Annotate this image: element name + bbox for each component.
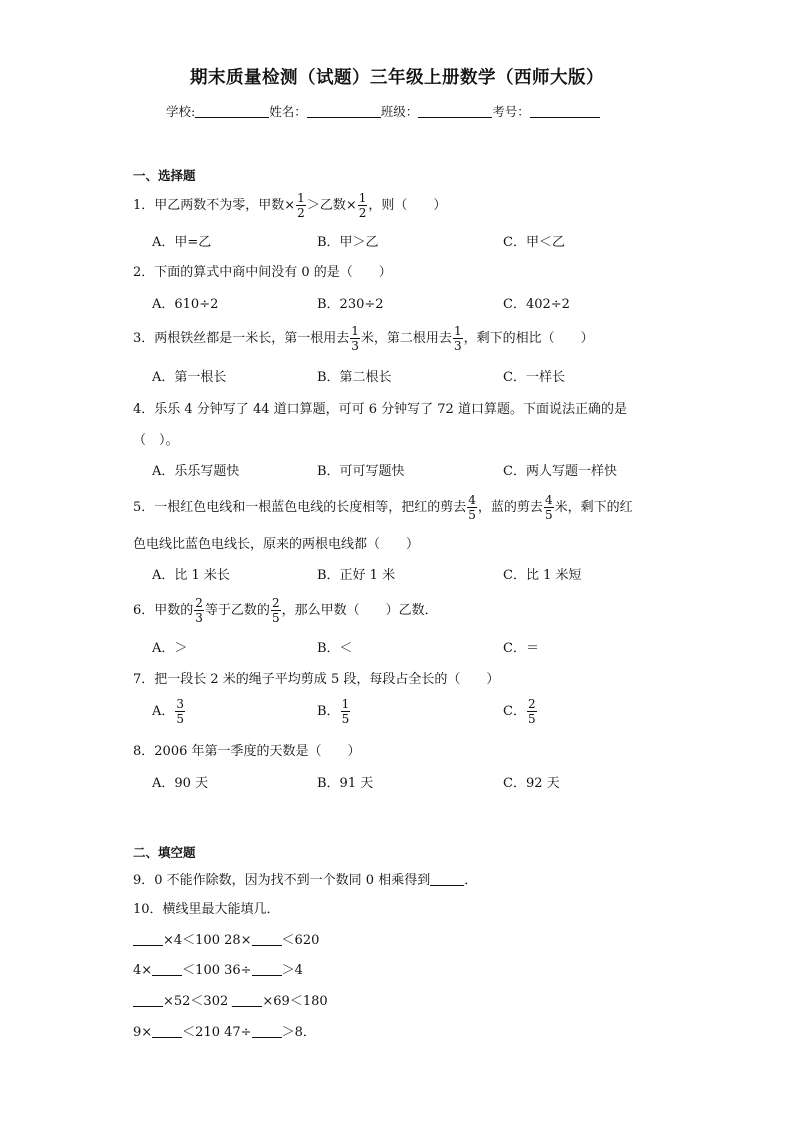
question-4-stem-line1: 4．乐乐 4 分钟写了 44 道口算题，可可 6 分钟写了 72 道口算题。下面说法正确的是 <box>133 402 627 417</box>
number-label: 考号： <box>492 104 530 119</box>
q10-row-1: ×4＜100 28× ＜620 <box>133 932 319 949</box>
q5-option-c[interactable]: C．比 1 米短 <box>503 568 582 583</box>
page-title: 期末质量检测（试题）三年级上册数学（西师大版） <box>190 68 604 88</box>
q6-text-a: 6．甲数的 <box>133 603 194 618</box>
q3-fraction-a: $\frac{1}{3}$ <box>351 324 359 353</box>
question-7-stem: 7．把一段长 2 米的绳子平均剪成 5 段，每段占全长的（ ） <box>133 672 500 687</box>
q6-option-a[interactable]: A．＞ <box>152 641 188 656</box>
q1-text-a: 1．甲乙两数不为零，甲数× <box>133 198 296 213</box>
name-blank[interactable] <box>307 104 381 118</box>
q1-fraction-b: $\frac{1}{2}$ <box>358 191 367 220</box>
q3-text-a: 3．两根铁丝都是一米长，第一根用去 <box>133 331 350 346</box>
q5-fraction-b: $\frac{4}{5}$ <box>544 493 553 522</box>
q3-option-c[interactable]: C．一样长 <box>503 370 565 385</box>
section-heading-fill: 二、填空题 <box>133 845 196 860</box>
q2-option-a[interactable]: A．610÷2 <box>152 297 219 312</box>
q6-text-b: 等于乙数的 <box>204 603 270 618</box>
q10-row-4: 9× ＜210 47÷ ＞8． <box>133 1025 316 1040</box>
q7-option-b-fraction: $\frac{1}{5}$ <box>341 697 350 726</box>
q1-option-c[interactable]: C．甲＜乙 <box>503 235 565 250</box>
q6-fraction-a: $\frac{2}{3}$ <box>195 596 203 625</box>
q3-option-b[interactable]: B．第二根长 <box>317 370 392 385</box>
student-info-line <box>166 104 600 119</box>
class-label: 班级： <box>380 104 419 119</box>
q10-row3-blank-1[interactable] <box>133 993 163 1007</box>
q3-option-a[interactable]: A．第一根长 <box>152 370 227 385</box>
q4-option-b[interactable]: B．可可写题快 <box>317 464 405 479</box>
q10-row1-blank-2[interactable] <box>252 932 282 946</box>
q7-option-c-fraction: $\frac{2}{5}$ <box>527 697 536 726</box>
q8-option-c[interactable]: C．92 天 <box>503 776 560 791</box>
q7-option-b[interactable]: B． $\frac{1}{5}$ <box>317 697 350 726</box>
q6-fraction-b: $\frac{2}{5}$ <box>271 596 280 625</box>
question-5-stem-line2: 色电线比蓝色电线长，原来的两根电线都（ ） <box>133 537 420 552</box>
question-4-stem-line2: （ ）。 <box>133 433 179 448</box>
q5-fraction-a: $\frac{4}{5}$ <box>468 493 476 522</box>
name-label: 姓名： <box>269 104 307 119</box>
question-8-stem: 8．2006 年第一季度的天数是（ ） <box>133 744 361 759</box>
question-6-stem <box>133 597 438 624</box>
q5-text-a: 5．一根红色电线和一根蓝色电线的长度相等，把红的剪去 <box>133 500 467 515</box>
q1-option-a[interactable]: A．甲=乙 <box>152 235 212 250</box>
q10-row2-blank-1[interactable] <box>152 962 182 976</box>
question-3-stem <box>133 325 594 352</box>
q6-option-c[interactable]: C．＝ <box>503 641 539 656</box>
question-9-stem: 9．0 不能作除数，因为找不到一个数同 0 相乘得到 ． <box>133 873 478 888</box>
q8-option-b[interactable]: B．91 天 <box>317 776 374 791</box>
q10-row4-blank-2[interactable] <box>252 1024 282 1038</box>
number-blank[interactable] <box>530 104 600 118</box>
q7-option-a[interactable]: A． $\frac{3}{5}$ <box>152 697 185 726</box>
q7-option-c[interactable]: C． $\frac{2}{5}$ <box>503 697 536 726</box>
question-10-stem: 10．横线里最大能填几． <box>133 902 280 917</box>
q7-option-a-fraction: $\frac{3}{5}$ <box>176 697 185 726</box>
q1-option-b[interactable]: B．甲＞乙 <box>317 235 379 250</box>
q3-fraction-b: $\frac{1}{3}$ <box>453 324 462 353</box>
q10-row-3: ×52＜302 ×69＜180 <box>133 993 328 1010</box>
q5-text-c: 米，剩下的红 <box>554 500 633 515</box>
q5-option-a[interactable]: A．比 1 米长 <box>152 568 230 583</box>
school-label: 学校: <box>166 104 196 119</box>
q10-row4-blank-1[interactable] <box>152 1024 182 1038</box>
q4-option-c[interactable]: C．两人写题一样快 <box>503 464 617 479</box>
q3-text-b: 米，第二根用去 <box>360 331 452 346</box>
q3-text-c: ，剩下的相比（ ） <box>463 331 594 346</box>
q9-answer-blank[interactable] <box>430 872 464 886</box>
class-blank[interactable] <box>418 104 492 118</box>
q5-text-b: ，蓝的剪去 <box>477 500 543 515</box>
q6-text-c: ，那么甲数（ ）乙数． <box>281 603 438 618</box>
q6-option-b[interactable]: B．＜ <box>317 641 353 656</box>
question-2-stem: 2．下面的算式中商中间没有 0 的是（ ） <box>133 265 392 280</box>
q1-text-c: ，则（ ） <box>368 198 447 213</box>
q5-option-b[interactable]: B．正好 1 米 <box>317 568 396 583</box>
q8-option-a[interactable]: A．90 天 <box>152 776 209 791</box>
q10-row1-blank-1[interactable] <box>133 932 163 946</box>
q2-option-c[interactable]: C．402÷2 <box>503 297 570 312</box>
q1-text-b: ＞乙数× <box>306 198 357 213</box>
question-1-stem <box>133 192 446 219</box>
q2-option-b[interactable]: B．230÷2 <box>317 297 384 312</box>
q4-option-a[interactable]: A．乐乐写题快 <box>152 464 240 479</box>
q10-row-2: 4× ＜100 36÷ ＞4 <box>133 963 303 978</box>
section-heading-choice: 一、选择题 <box>133 168 196 183</box>
q10-row2-blank-2[interactable] <box>252 962 282 976</box>
school-blank[interactable] <box>195 104 269 118</box>
q10-row3-blank-2[interactable] <box>232 993 262 1007</box>
question-5-stem-line1 <box>133 494 633 521</box>
q1-fraction-a: $\frac{1}{2}$ <box>297 191 305 220</box>
